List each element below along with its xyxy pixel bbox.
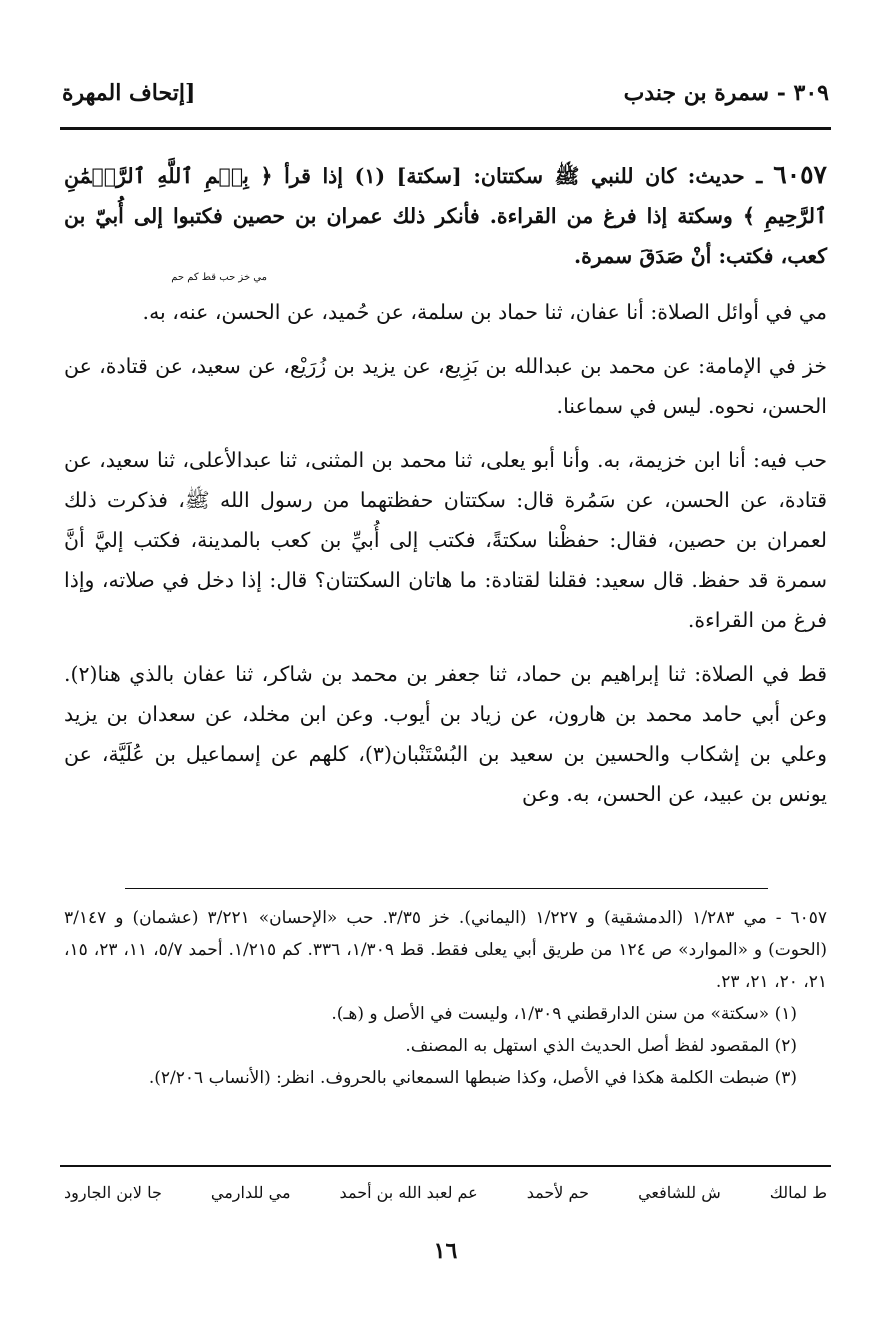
book-title: [إتحاف المهرة: [62, 80, 196, 106]
paragraph-ibn-hibban: حب فيه: أنا ابن خزيمة، به. وأنا أبو يعلى، ثنا محمد بن المثنى، ثنا عبدالأعلى، ثنا سعيد، عن قتادة، عن الحسن، عن سَمُرة قال: سكتتان حفظتهما من رسول الله ﷺ، فذكرت ذلك لعمران بن حصين، فقال: حفظْنا سكتةً، فكتب إلى أُبيِّ بن كعب بالمدينة، فكتب إليَّ أنَّ سمرة قد حفظ. قال سعيد: فقلنا لقتادة: ما هاتان السكتتان؟ قال: إذا دخل في صلاته، وإذا فرغ من القراءة.: [64, 448, 827, 632]
running-header: [62, 80, 829, 114]
legend-item: عم لعبد الله بن أحمد: [339, 1183, 478, 1202]
abbreviation-legend: [64, 1183, 827, 1202]
footnote-rule: [125, 888, 768, 889]
legend-item: حم لأحمد: [526, 1183, 590, 1202]
legend-rule: [60, 1165, 831, 1167]
footnote-1: (١) «سكتة» من سنن الدارقطني ١/٣٠٩، وليست في الأصل و (هـ).: [331, 1004, 797, 1024]
footnotes: [64, 902, 827, 1094]
paragraph-daraqutni: قط في الصلاة: ثنا إبراهيم بن حماد، ثنا جعفر بن محمد بن شاكر، ثنا عفان بالذي هنا(٢). وعن أبي حامد محمد بن هارون، عن زياد بن أيوب. وعن ابن مخلد، عن سعدان بن يزيد وعلي بن إشكاب والحسين بن سعيد بن البُسْتَنْبان(٣)، كلهم عن إسماعيل بن عُلَيَّة، عن يونس بن عبيد، عن الحسن، به. وعن: [64, 662, 827, 806]
legend-item: ش للشافعي: [638, 1183, 721, 1202]
header-rule: [60, 127, 831, 130]
footnote-3: (٣) ضبطت الكلمة هكذا في الأصل، وكذا ضبطها السمعاني بالحروف. انظر: (الأنساب ٢/٢٠٦).: [148, 1068, 797, 1088]
legend-item: مي للدارمي: [210, 1183, 291, 1202]
footnote-2: (٢) المقصود لفظ أصل الحديث الذي استهل به المصنف.: [405, 1036, 797, 1056]
main-text: [64, 155, 827, 828]
hadith-text: ـ حديث: كان للنبي ﷺ سكتتان: [سكتة] (١) إذا قرأ ﴿ بِسۡمِ ٱللَّهِ ٱلرَّحۡمَٰنِ ٱلرَّحِيمِ ﴾ وسكتة إذا فرغ من القراءة. فأنكر ذلك عمران بن حصين فكتبوا إلى أُبيّ بن كعب، فكتب: أنْ صَدَقَ سمرة.: [64, 164, 827, 268]
footnote-source: ٦٠٥٧ - مي ١/٢٨٣ (الدمشقية) و ١/٢٢٧ (اليماني). خز ٣/٣٥. حب «الإحسان» ٣/٢٢١ (عشمان) و ٣/١٤٧ (الحوت) و «الموارد» ص ١٢٤ من طريق أبي يعلى فقط. قط ١/٣٠٩، ٣٣٦. كم ١/٢١٥. أحمد ٥/٧، ١١، ٢٣، ١٥، ٢١، ٢٠، ٢١، ٢٣.: [64, 908, 828, 992]
page-number: ١٦: [433, 1238, 458, 1264]
hadith-sigla: مي خز حب قط كم حم: [171, 272, 267, 283]
hadith-number: ٦٠٥٧: [773, 160, 827, 189]
legend-item: جا لابن الجارود: [64, 1183, 162, 1202]
hadith-paragraph: [64, 155, 827, 284]
section-title: ٣٠٩ - سمرة بن جندب: [623, 80, 829, 106]
legend-item: ط لمالك: [769, 1183, 827, 1202]
paragraph-ibn-khuzayma: خز في الإمامة: عن محمد بن عبدالله بن بَزِيع، عن يزيد بن زُرَيْع، عن سعيد، عن قتادة، عن الحسن، نحوه. ليس في سماعنا.: [64, 354, 827, 418]
paragraph-darimi: مي في أوائل الصلاة: أنا عفان، ثنا حماد بن سلمة، عن حُميد، عن الحسن، عنه، به.: [142, 300, 827, 324]
